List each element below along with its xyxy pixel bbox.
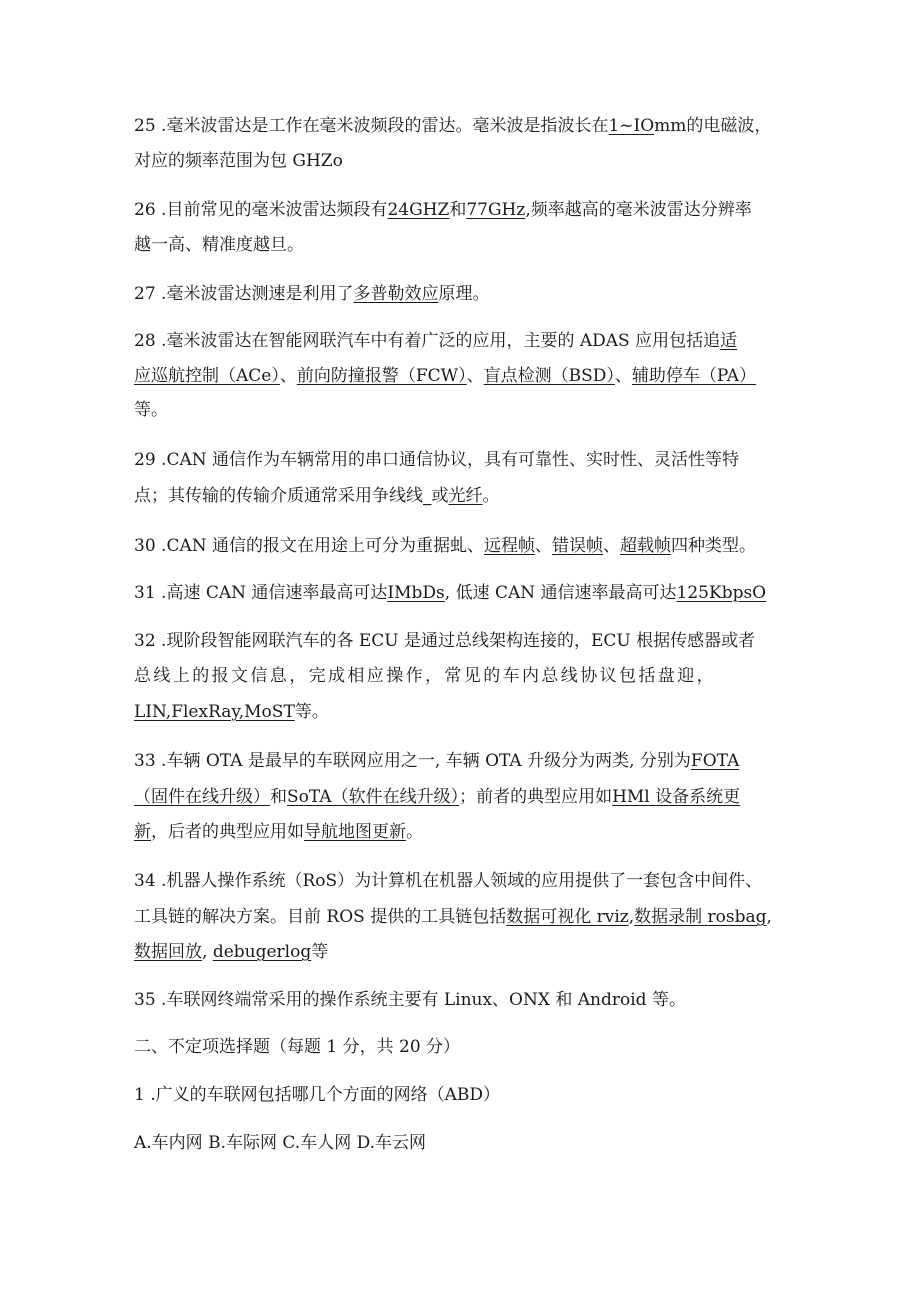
q33-text-end: 。: [406, 822, 423, 842]
q31-text-2: , 低速 CAN 通信速率最高可达: [444, 583, 677, 603]
q29-answer-fiber: 光纤: [448, 486, 483, 506]
q31-answer-low-speed: 125KbpsO: [676, 583, 767, 603]
q33-answer-map-update: 导航地图更新: [304, 822, 406, 842]
q30-sep-1: 、: [535, 536, 553, 556]
q27-line-1: [134, 282, 489, 306]
q33-answer-fota-desc: （固件在线升级）: [134, 787, 270, 807]
q28-line-2: [134, 364, 756, 388]
q34-text: 工具链的解决方案。目前 ROS 提供的工具链包括: [134, 907, 507, 927]
q29-line-2: [134, 484, 500, 508]
q33-answer-fota: FOTA: [690, 751, 740, 771]
q28-text: 28 .毫米波雷达在智能网联汽车中有着广泛的应用，主要的 ADAS 应用包括追: [134, 331, 721, 351]
q26-text-and: 和: [449, 200, 467, 220]
q33-text-3: ，后者的典型应用如: [151, 822, 304, 842]
q33-line-3: [134, 820, 423, 844]
q28-answer-bsd: 盲点检测（BSD）: [483, 366, 615, 386]
q25-line-1: [134, 114, 771, 138]
q28-answer-fcw: 前向防撞报警（FCW）: [296, 366, 467, 386]
q25-text-2: mm的电磁波，: [654, 116, 772, 136]
q33-answer-hmi-update-end: 新: [134, 822, 151, 842]
q28-sep-2: 、: [466, 366, 484, 386]
q29-text: 点；其传输的传输介质通常采用争线线: [134, 486, 423, 506]
q34-text-end: 等: [311, 942, 329, 962]
q26-text: 26 .目前常见的毫米波雷达频段有: [134, 200, 388, 220]
q33-line-1: [134, 749, 739, 773]
q34-sep-1: ,: [628, 907, 635, 927]
q34-line-1: 34 .机器人操作系统（RoS）为计算机在机器人领域的应用提供了一套包含中间件、: [134, 871, 763, 891]
q34-sep-2: ,: [766, 907, 772, 927]
q33-answer-hmi-update: HMl 设备系统更: [612, 787, 741, 807]
q30-answer-error-frame: 错误帧: [552, 536, 604, 556]
q35-line-1: 35 .车联网终端常采用的操作系统主要有 Linux、ONX 和 Android 等。: [134, 990, 686, 1010]
q30-sep-2: 、: [603, 536, 621, 556]
q32-answer-bus-protocols: LIN,FlexRay,MoST: [134, 702, 295, 722]
q32-line-3: [134, 700, 329, 724]
q27-answer-doppler: 多普勒效应: [353, 284, 439, 304]
q28-answer-acc-start: 适: [720, 331, 738, 351]
q31-answer-high-speed: IMbDs: [387, 583, 445, 603]
q30-answer-overload-frame: 超载帧: [620, 536, 672, 556]
q34-answer-rviz: 数据可视化 rviz: [506, 907, 629, 927]
mc-q1-options: A.车内网 B.车际网 C.车人网 D.车云网: [134, 1133, 427, 1153]
q33-text: 33 .车辆 OTA 是最早的车联网应用之一, 车辆 OTA 升级分为两类, 分别为: [134, 751, 691, 771]
q29-text-end: 。: [482, 486, 500, 506]
q34-line-2: [134, 905, 772, 929]
q34-line-3: [134, 940, 328, 964]
q34-answer-rosbag: 数据录制 rosbag: [634, 907, 767, 927]
mc-q1: 1 .广义的车联网包括哪几个方面的网络（ABD）: [134, 1085, 501, 1105]
q33-line-2: [134, 785, 740, 809]
q26-text-2: ,频率越高的毫米波雷达分辨率: [525, 200, 752, 220]
q28-line-3: 等。: [134, 400, 168, 420]
q28-answer-pa: 辅助停车（PA）: [631, 366, 757, 386]
q34-answer-playback: 数据回放: [134, 942, 202, 962]
q30-answer-remote-frame: 远程帧: [484, 536, 536, 556]
q25-line-2: 对应的频率范围为包 GHZo: [134, 151, 343, 171]
q30-text: 30 .CAN 通信的报文在用途上可分为重据虬、: [134, 536, 485, 556]
q28-line-1: [134, 329, 737, 353]
q33-text-and: 和: [270, 787, 287, 807]
q34-answer-debugerlog: debugerlog: [212, 942, 312, 962]
q30-text-end: 四种类型。: [671, 536, 757, 556]
q25-text: 25 .毫米波雷达是工作在毫米波频段的雷达。毫米波是指波长在: [134, 116, 609, 136]
q26-line-2: 越一高、精准度越旦。: [134, 235, 304, 255]
q28-sep-3: 、: [614, 366, 632, 386]
q27-text: 27 .毫米波雷达测速是利用了: [134, 284, 354, 304]
section-2-heading: 二、不定项选择题（每题 1 分，共 20 分）: [134, 1037, 461, 1057]
q29-blank: _: [423, 486, 432, 506]
q31-line-1: [134, 581, 766, 605]
q26-answer-77ghz: 77GHz: [466, 200, 526, 220]
q28-answer-acc: 应巡航控制（ACe）: [134, 366, 280, 386]
q32-line-1: 32 .现阶段智能网联汽车的各 ECU 是通过总线架构连接的，ECU 根据传感器或者: [134, 631, 756, 651]
q27-text-2: 原理。: [438, 284, 490, 304]
q31-text: 31 .高速 CAN 通信速率最高可达: [134, 583, 388, 603]
q26-line-1: [134, 198, 752, 222]
q30-line-1: [134, 534, 756, 558]
q33-text-2: ；前者的典型应用如: [459, 787, 613, 807]
q29-line-1: 29 .CAN 通信作为车辆常用的串口通信协议，具有可靠性、实时性、灵活性等特: [134, 450, 740, 470]
q29-text-or: 或: [431, 486, 449, 506]
q26-answer-24ghz: 24GHZ: [387, 200, 450, 220]
q32-line-2: 总线上的报文信息，完成相应操作，常见的车内总线协议包括盘迎，: [134, 666, 716, 686]
q34-sep-3: ,: [202, 942, 213, 962]
q28-sep-1: 、: [279, 366, 297, 386]
q25-answer-wavelength: 1~IO: [608, 116, 655, 136]
q33-answer-sota: SoTA（软件在线升级）: [287, 787, 460, 807]
q32-text-end: 等。: [294, 702, 329, 722]
